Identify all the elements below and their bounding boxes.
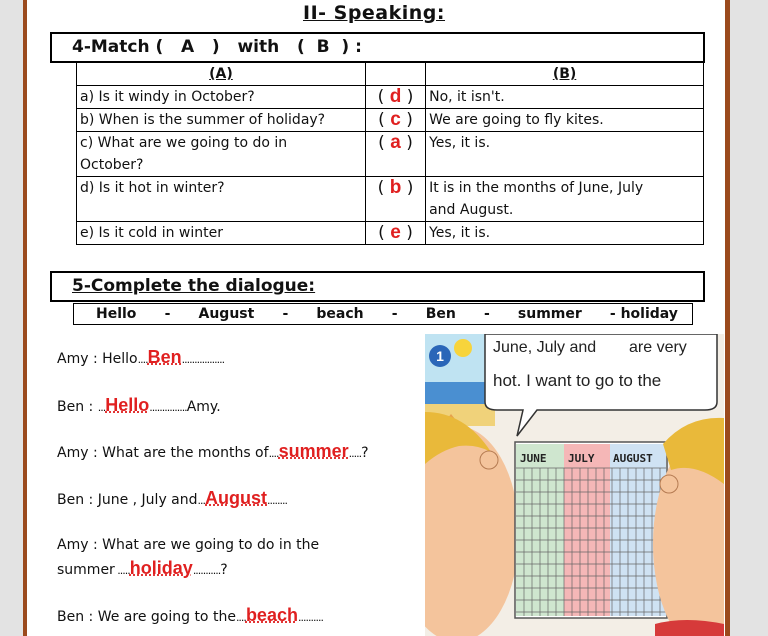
word-bank-item: Ben [425,306,456,322]
match-row [77,109,704,132]
blank-dots: ........... [192,564,221,577]
match-table [76,62,704,245]
filled-answer: August [205,488,268,508]
answer-letter: a [390,132,401,153]
question-line1: c) What are we going to do in [80,135,288,151]
filled-answer: holiday [129,558,193,578]
number-badge-text: 1 [436,348,444,364]
question-a: e) Is it cold in winter [77,222,366,245]
line-text: What are the months of [102,445,269,461]
response-b: Yes, it is. [426,132,704,177]
word-bank-item: summer [517,306,582,322]
blank-dots: .... [268,447,279,460]
match-heading-box [50,32,705,63]
answer-letter: c [390,109,401,130]
filled-answer: summer [278,441,349,461]
blank-dots: .......... [297,611,323,624]
sun-icon [454,339,472,357]
speaker: Ben [57,492,85,508]
page-border-left [23,0,27,636]
answer-cell [365,177,425,222]
word-bank-separator: - [164,306,171,322]
section-title: II- Speaking: [303,2,446,24]
word-bank-separator: - [282,306,289,322]
paren-close: ) [406,110,413,130]
dialogue-line [57,537,319,553]
bubble-text: June, July and [493,339,597,356]
response-b: We are going to fly kites. [426,109,704,132]
dialogue-line [57,347,224,368]
paren-open: ( [378,223,385,243]
dialogue-line [57,395,221,416]
question-a: a) Is it windy in October? [77,86,366,109]
paren-close: ) [406,178,414,198]
blank-dots: ..... [114,564,130,577]
line-text: We are going to the [97,609,236,625]
colon: : [92,537,98,553]
blank-dots: .... [235,611,246,624]
dialogue-line [57,441,369,462]
speaker: Amy [57,537,89,553]
match-header-row [77,63,704,86]
word-bank-separator: - [391,306,398,322]
paren-open: ( [377,178,385,198]
answer-letter: e [390,222,401,243]
match-row [77,132,704,177]
col-b-header: (B) [426,63,704,86]
right-child-ear [660,475,678,493]
response-b [426,177,704,222]
page-frame-right [730,0,768,636]
response-line1: It is in the months of June, July [429,180,644,196]
july-column [564,444,610,616]
paren-open: ( [378,133,385,153]
word-bank-separator: - [483,306,490,322]
colon: : [92,445,98,461]
filled-answer: Ben [147,347,182,367]
page-frame-left [0,0,23,636]
right-child-shirt [655,620,724,636]
speaker: Amy [57,445,89,461]
response-b: No, it isn't. [426,86,704,109]
dialogue-heading-box [50,271,705,302]
blank-dots: ... [197,494,206,507]
line-text: What are we going to do in the [102,537,320,553]
filled-answer: Hello [105,395,150,415]
response-line2: and August. [429,202,514,218]
paren-close: ) [406,223,413,243]
question-a: d) Is it hot in winter? [77,177,366,222]
blank-dots: .... [137,353,148,366]
blank-dots: ........ [267,494,288,507]
response-b: Yes, it is. [426,222,704,245]
dialogue-line [57,488,287,509]
col-answer-header [365,63,425,86]
calendar-month: JUNE [520,452,547,465]
word-bank-item: beach [316,306,364,322]
colon: : [88,609,94,625]
answer-cell [365,109,425,132]
bubble-text: hot. I want to go to the [493,371,662,390]
paren-close: ) [406,133,413,153]
answer-letter: d [389,86,402,107]
word-bank [73,303,693,325]
question-a: b) When is the summer of holiday? [77,109,366,132]
line-end: Amy. [186,399,221,415]
word-bank-item: Hello [96,306,137,322]
calendar-month: AUGUST [613,452,653,465]
match-row [77,86,704,109]
illustration-svg [425,334,724,636]
match-row [77,177,704,222]
bubble-text: are very [629,339,687,356]
calendar-illustration [425,334,724,636]
line-text: summer [57,562,115,578]
line-end: ? [220,562,228,578]
blank-dots: ..... [348,447,362,460]
word-bank-item: August [198,306,255,322]
paren-close: ) [406,87,414,107]
answer-cell [365,222,425,245]
line-text: Hello [102,351,138,367]
line-text: June , July and [97,492,198,508]
paren-open: ( [377,87,385,107]
col-a-header: (A) [77,63,366,86]
dialogue-line [57,605,323,626]
match-row [77,222,704,245]
speaker: Amy [57,351,89,367]
blank-dots: ... [97,401,106,414]
speaker: Ben [57,399,85,415]
answer-letter: b [389,177,402,198]
colon: : [92,351,98,367]
dialogue-heading: 5-Complete the dialogue: [72,276,316,296]
colon: : [88,492,94,508]
speaker: Ben [57,609,85,625]
answer-cell [365,86,425,109]
dialogue-line-continued [57,558,228,579]
left-child-ear [480,451,498,469]
question-line2: October? [80,157,144,173]
blank-dots: ................. [181,353,225,366]
calendar-month: JULY [568,452,595,465]
match-heading: 4-Match ( A ) with ( B ) : [72,37,362,57]
word-bank-item: - holiday [609,306,678,322]
answer-cell [365,132,425,177]
colon: : [88,399,94,415]
filled-answer: beach [245,605,298,625]
question-a [77,132,366,177]
blank-dots: ............... [149,401,187,414]
paren-open: ( [378,110,385,130]
line-end: ? [361,445,369,461]
